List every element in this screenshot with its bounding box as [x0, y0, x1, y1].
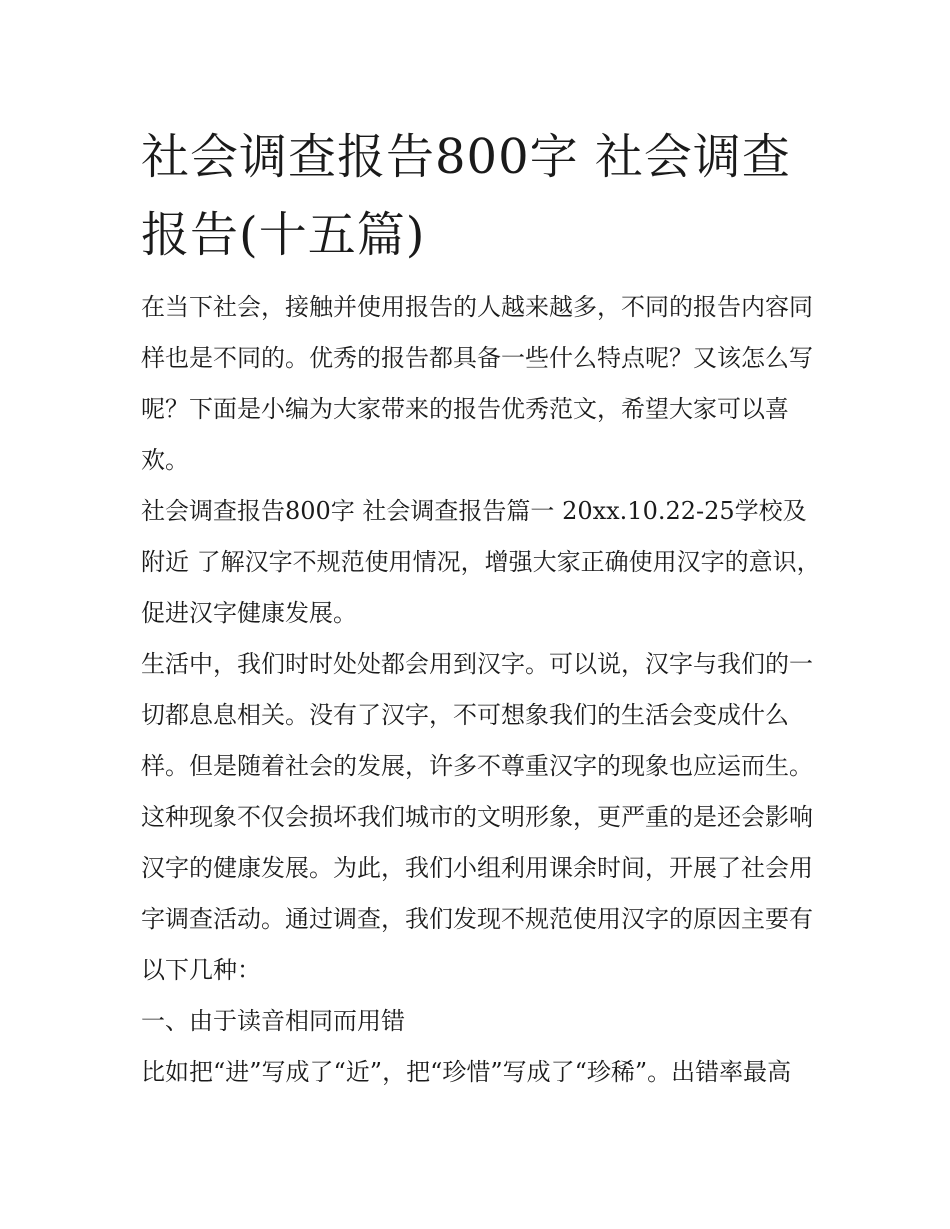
document-title: 社会调查报告800字 社会调查报告(十五篇) — [141, 129, 791, 263]
report-one-paragraph: 社会调查报告800字 社会调查报告篇一 20xx.10.22-25学校及附近 了解汉字不规范使用情况，增强大家正确使用汉字的意识，促进汉字健康发展。 — [141, 497, 821, 627]
document-body — [141, 118, 821, 1098]
intro-paragraph: 在当下社会，接触并使用报告的人越来越多，不同的报告内容同样也是不同的。优秀的报告都具备一些什么特点呢？又该怎么写呢？下面是小编为大家带来的报告优秀范文，希望大家可以喜欢。 — [141, 293, 813, 474]
example-paragraph: 比如把“进”写成了“近”，把“珍惜”写成了“珍稀”。出错率最高 — [141, 1058, 792, 1086]
background-paragraph: 生活中，我们时时处处都会用到汉字。可以说，汉字与我们的一切都息息相关。没有了汉字，不可想象我们的生活会变成什么样。但是随着社会的发展，许多不尊重汉字的现象也应运而生。这种现象不仅会损坏我们城市的文明形象，更严重的是还会影响汉字的健康发展。为此，我们小组利用课余时间，开展了社会用字调查活动。通过调查，我们发现不规范使用汉字的原因主要有以下几种： — [141, 650, 813, 984]
section-heading-one: 一、由于读音相同而用错 — [141, 1007, 405, 1035]
